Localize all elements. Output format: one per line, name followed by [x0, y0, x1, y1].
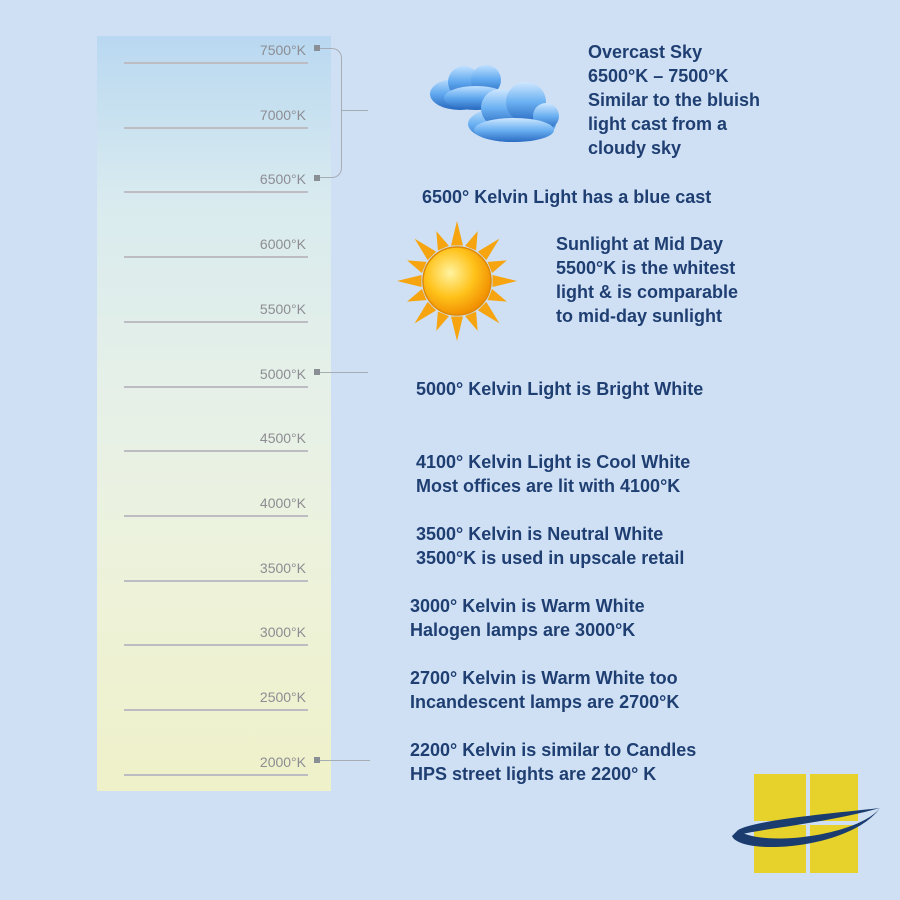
annotation-line: Halogen lamps are 3000°K	[410, 620, 636, 640]
overcast-range-bracket	[320, 48, 342, 178]
color-temperature-scale	[97, 36, 331, 791]
scale-tick-label: 3000°K	[259, 624, 306, 640]
sun-ray	[465, 231, 478, 250]
neutral-white-annotation	[416, 522, 684, 570]
annotation-line: 5000° Kelvin Light is Bright White	[416, 379, 704, 399]
sun-ray	[407, 260, 426, 273]
sun-ray	[451, 316, 463, 341]
annotation-line: 4100° Kelvin Light is Cool White	[416, 452, 691, 472]
scale-tick-line	[124, 191, 308, 193]
sun-ray	[492, 275, 517, 287]
annotation-line: Most offices are lit with 4100°K	[416, 476, 681, 496]
annotation-line: cloudy sky	[588, 138, 682, 158]
marker-7500	[314, 45, 320, 51]
annotation-line: Incandescent lamps are 2700°K	[410, 692, 680, 712]
overcast-sky-annotation	[588, 40, 760, 160]
scale-tick-line	[124, 450, 308, 452]
sun-ray	[407, 289, 426, 302]
annotation-line: 2200° Kelvin is similar to Candles	[410, 740, 697, 760]
sun-ray	[488, 289, 507, 302]
sun-ray	[465, 312, 478, 331]
scale-tick-label: 2000°K	[259, 754, 306, 770]
scale-tick-line	[124, 774, 308, 776]
annotation-line: to mid-day sunlight	[556, 306, 722, 326]
sun-ray	[436, 312, 449, 331]
sun-ray	[397, 275, 422, 287]
scale-tick-line	[124, 62, 308, 64]
annotation-line: 3500° Kelvin is Neutral White	[416, 524, 664, 544]
warm-white-too-annotation	[410, 666, 679, 714]
annotation-line: 3000° Kelvin is Warm White	[410, 596, 645, 616]
bright-white-annotation	[416, 377, 703, 401]
annotation-line: HPS street lights are 2200° K	[410, 764, 657, 784]
annotation-line: light cast from a	[588, 114, 728, 134]
annotation-line: 6500° Kelvin Light has a blue cast	[422, 187, 712, 207]
scale-tick-line	[124, 580, 308, 582]
connector-5000	[320, 372, 368, 373]
annotation-line: Similar to the bluish	[588, 90, 761, 110]
scale-tick-line	[124, 709, 308, 711]
scale-tick-label: 6000°K	[259, 236, 306, 252]
scale-tick-label: 5500°K	[259, 301, 306, 317]
scale-tick-label: 2500°K	[259, 689, 306, 705]
sun-ray	[488, 260, 507, 273]
scale-tick-line	[124, 515, 308, 517]
scale-tick-label: 5000°K	[259, 366, 306, 382]
annotation-line: 2700° Kelvin is Warm White too	[410, 668, 678, 688]
scale-tick-line	[124, 644, 308, 646]
cool-white-annotation	[416, 450, 690, 498]
warm-white-annotation	[410, 594, 645, 642]
connector-2000	[320, 760, 370, 761]
candles-annotation	[410, 738, 696, 786]
blue-cast-annotation	[422, 185, 711, 209]
scale-tick-label: 4000°K	[259, 495, 306, 511]
marker-6500	[314, 175, 320, 181]
annotation-line: 5500°K is the whitest	[556, 258, 736, 278]
scale-tick-label: 4500°K	[259, 430, 306, 446]
window-logo-icon	[730, 770, 884, 880]
scale-tick-label: 7500°K	[259, 42, 306, 58]
scale-tick-label: 3500°K	[259, 560, 306, 576]
sun-ray	[436, 231, 449, 250]
sun-ray	[451, 221, 463, 246]
scale-tick-label: 7000°K	[259, 107, 306, 123]
scale-tick-line	[124, 127, 308, 129]
cloud-icon	[426, 60, 562, 146]
annotation-line: Sunlight at Mid Day	[556, 234, 724, 254]
scale-tick-line	[124, 256, 308, 258]
sun-icon	[394, 218, 520, 344]
scale-tick-line	[124, 386, 308, 388]
sunlight-annotation	[556, 232, 738, 328]
annotation-line: 6500°K – 7500°K	[588, 66, 729, 86]
annotation-line: 3500°K is used in upscale retail	[416, 548, 685, 568]
annotation-line: light & is comparable	[556, 282, 739, 302]
overcast-connector	[342, 110, 368, 111]
scale-tick-line	[124, 321, 308, 323]
annotation-line: Overcast Sky	[588, 42, 703, 62]
scale-tick-label: 6500°K	[259, 171, 306, 187]
